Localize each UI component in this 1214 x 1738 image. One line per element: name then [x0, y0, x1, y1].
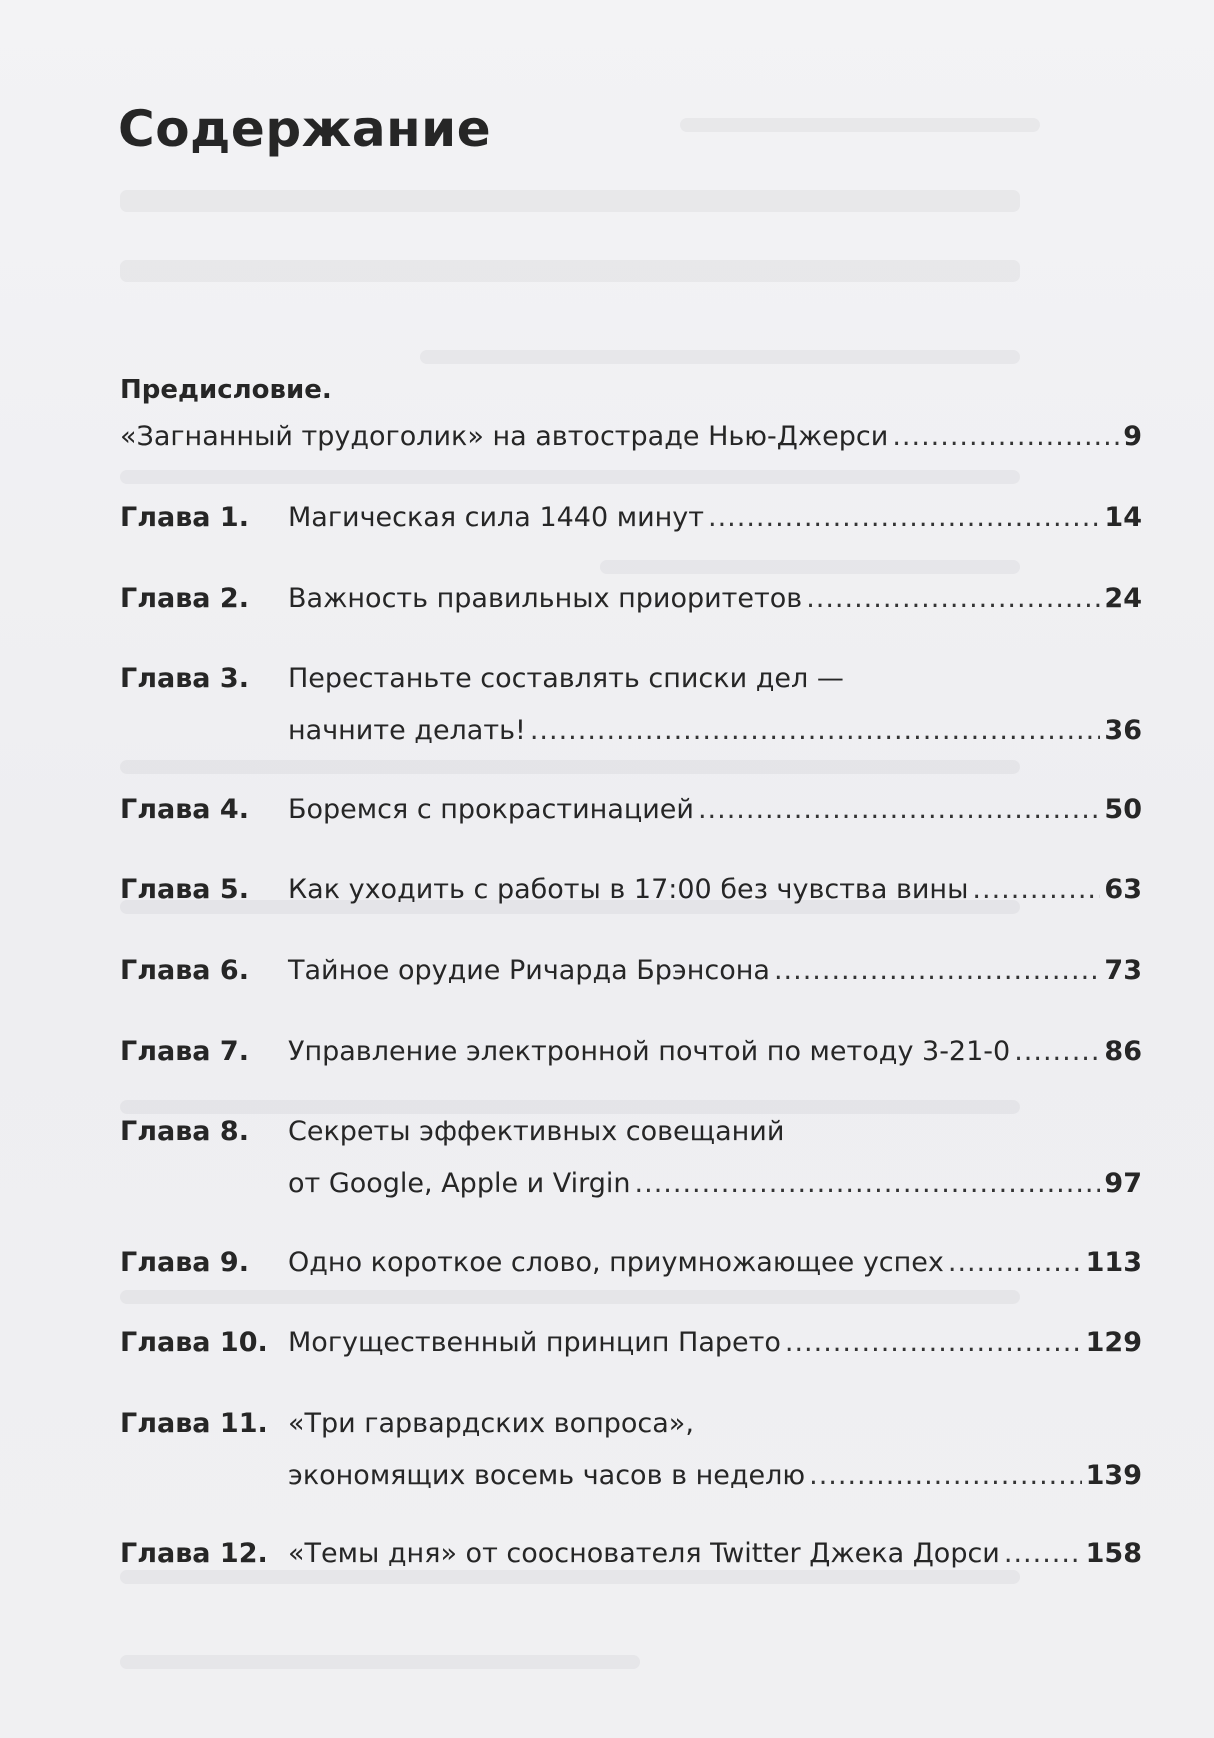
page-number: 113	[1085, 1247, 1142, 1278]
dot-leader	[785, 1327, 1082, 1358]
page-number: 50	[1104, 794, 1142, 825]
entry-title-line-1: Перестаньте составлять списки дел —	[288, 663, 844, 694]
page-number: 139	[1085, 1460, 1142, 1491]
toc-entry-chapter-7[interactable]	[120, 1036, 1142, 1088]
chapter-label: Глава 5.	[120, 874, 249, 905]
chapter-label: Глава 4.	[120, 794, 249, 825]
toc-entry-chapter-9[interactable]	[120, 1247, 1142, 1299]
chapter-label: Глава 10.	[120, 1327, 268, 1358]
chapter-label: Глава 2.	[120, 583, 249, 614]
page-number: 24	[1104, 583, 1142, 614]
entry-title-line-2: от Google, Apple и Virgin	[288, 1168, 631, 1199]
chapter-label: Глава 6.	[120, 955, 249, 986]
entry-title: «Загнанный трудоголик» на автостраде Нью-Джерси	[120, 421, 889, 452]
dot-leader	[948, 1247, 1082, 1278]
entry-title: Могущественный принцип Парето	[288, 1327, 781, 1358]
entry-title: «Темы дня» от сооснователя Twitter Джека Дорси	[288, 1538, 1000, 1569]
entry-title-line-2: экономящих восемь часов в неделю	[288, 1460, 806, 1491]
preface-heading: Предисловие.	[120, 375, 332, 405]
page-number: 36	[1104, 715, 1142, 746]
toc-entry-chapter-3[interactable]	[120, 663, 1142, 767]
chapter-label: Глава 12.	[120, 1538, 268, 1569]
entry-title-line-1: «Три гарвардских вопроса»,	[288, 1408, 694, 1439]
dot-leader	[1004, 1538, 1082, 1569]
entry-title: Одно короткое слово, приумножающее успех	[288, 1247, 944, 1278]
entry-title: Магическая сила 1440 минут	[288, 502, 705, 533]
entry-title: Важность правильных приоритетов	[288, 583, 803, 614]
entry-title: Боремся с прокрастинацией	[288, 794, 694, 825]
toc-entry-chapter-11[interactable]	[120, 1408, 1142, 1512]
dot-leader	[774, 955, 1100, 986]
dot-leader	[809, 1460, 1082, 1491]
entry-title-line-1: Секреты эффективных совещаний	[288, 1116, 785, 1147]
page-number: 158	[1085, 1538, 1142, 1569]
chapter-label: Глава 7.	[120, 1036, 249, 1067]
toc-entry-chapter-10[interactable]	[120, 1327, 1142, 1379]
page-number: 73	[1104, 955, 1142, 986]
dot-leader	[708, 502, 1100, 533]
dot-leader	[972, 874, 1100, 905]
chapter-label: Глава 9.	[120, 1247, 249, 1278]
chapter-label: Глава 11.	[120, 1408, 268, 1439]
toc-entry-chapter-8[interactable]	[120, 1116, 1142, 1220]
entry-title: Тайное орудие Ричарда Брэнсона	[288, 955, 770, 986]
page-title: Содержание	[118, 100, 492, 158]
toc-entry-chapter-12[interactable]	[120, 1538, 1142, 1590]
page-number: 9	[1123, 421, 1142, 452]
dot-leader	[892, 421, 1119, 452]
toc-entry-chapter-2[interactable]	[120, 583, 1142, 635]
toc-entry-chapter-5[interactable]	[120, 874, 1142, 926]
entry-title-line-2: начните делать!	[288, 715, 526, 746]
toc-entry-preface[interactable]	[120, 421, 1142, 473]
entry-title: Как уходить с работы в 17:00 без чувства вины	[288, 874, 969, 905]
page-number: 14	[1104, 502, 1142, 533]
chapter-label: Глава 8.	[120, 1116, 249, 1147]
chapter-label: Глава 1.	[120, 502, 249, 533]
dot-leader	[635, 1168, 1101, 1199]
page-number: 97	[1104, 1168, 1142, 1199]
dot-leader	[806, 583, 1100, 614]
page-number: 86	[1104, 1036, 1142, 1067]
page-number: 129	[1085, 1327, 1142, 1358]
chapter-label: Глава 3.	[120, 663, 249, 694]
toc-entry-chapter-6[interactable]	[120, 955, 1142, 1007]
dot-leader	[530, 715, 1101, 746]
toc-entry-chapter-1[interactable]	[120, 502, 1142, 554]
page-number: 63	[1104, 874, 1142, 905]
dot-leader	[1014, 1036, 1100, 1067]
entry-title: Управление электронной почтой по методу 3-21-0	[288, 1036, 1011, 1067]
toc-entry-chapter-4[interactable]	[120, 794, 1142, 846]
dot-leader	[698, 794, 1100, 825]
